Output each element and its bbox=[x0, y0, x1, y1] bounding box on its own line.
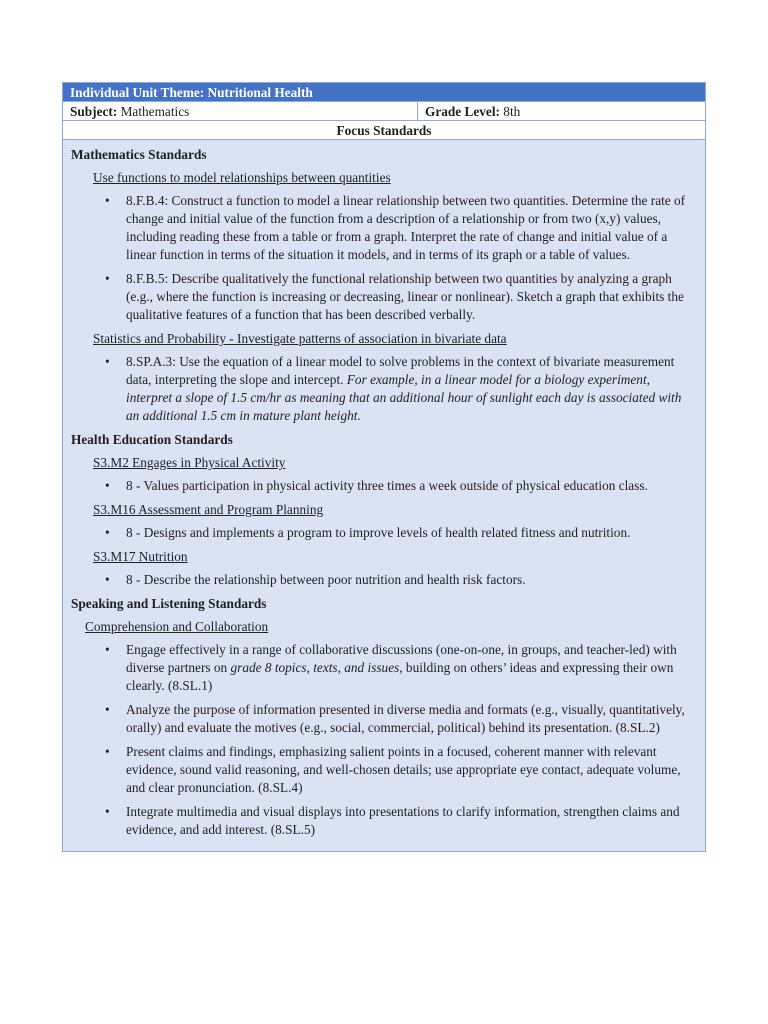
bullet-icon: • bbox=[105, 572, 110, 587]
speaking-subheading-comprehension: Comprehension and Collaboration bbox=[85, 619, 269, 634]
bullet-icon: • bbox=[105, 525, 110, 540]
list-item: • 8 - Describe the relationship between poor nutrition and health risk factors. bbox=[105, 572, 526, 587]
bullet-icon: • bbox=[105, 702, 110, 717]
grade-cell bbox=[418, 102, 705, 120]
list-item: • 8.SP.A.3: Use the equation of a linear model to solve problems in the context of bivariate measurement data, interpreting the slope and intercept. For example, in a linear model for a biology experiment, interpret a slope of 1.5 cm/hr as meaning that an additional hour of sunlight each day is associated with an additional 1.5 cm in mature plant height. bbox=[105, 354, 682, 423]
subject-grade-row bbox=[63, 102, 705, 121]
health-physical-list bbox=[71, 477, 697, 495]
list-item: • Integrate multimedia and visual displays into presentations to clarify information, strengthen claims and evidence, and add interest. (8.SL.5) bbox=[105, 804, 680, 837]
math-statistics-list bbox=[71, 353, 697, 425]
bullet-icon: • bbox=[105, 804, 110, 819]
subject-value: Mathematics bbox=[120, 104, 190, 119]
health-assessment-list bbox=[71, 524, 697, 542]
speaking-standards-heading: Speaking and Listening Standards bbox=[71, 596, 267, 611]
standards-body bbox=[63, 140, 705, 851]
health-standards-heading: Health Education Standards bbox=[71, 432, 233, 447]
list-item: • 8.F.B.5: Describe qualitatively the functional relationship between two quantities by analyzing a graph (e.g., where the function is increasing or decreasing, linear or nonlinear). Sketch a graph that exhibits the qualitative features of a function that has been described verbally. bbox=[105, 271, 684, 322]
grade-value: 8th bbox=[503, 104, 521, 119]
bullet-icon: • bbox=[105, 354, 110, 369]
list-item: • Present claims and findings, emphasizing salient points in a focused, coherent manner with relevant evidence, sound valid reasoning, and well-chosen details; use appropriate eye contact, adequate volume, and clear pronunciation. (8.SL.4) bbox=[105, 744, 681, 795]
list-item: • Analyze the purpose of information presented in diverse media and formats (e.g., visually, quantitatively, orally) and evaluate the motives (e.g., social, commercial, political) behind its presentation. (8.SL.2) bbox=[105, 702, 685, 735]
bullet-icon: • bbox=[105, 271, 110, 286]
math-subheading-functions: Use functions to model relationships between quantities bbox=[93, 170, 391, 185]
health-nutrition-list bbox=[71, 571, 697, 589]
bullet-icon: • bbox=[105, 642, 110, 657]
list-item: • 8 - Designs and implements a program to improve levels of health related fitness and nutrition. bbox=[105, 525, 631, 540]
list-item: • 8.F.B.4: Construct a function to model a linear relationship between two quantities. Determine the rate of change and initial value of the function from a description of a relationship or from two (x,y) values, including reading these from a table or from a graph. Interpret the rate of change and initial value of a linear function in terms of the situation it models, and in terms of its graph or a table of values. bbox=[105, 193, 686, 262]
subject-label: Subject: bbox=[70, 104, 118, 119]
math-standards-heading: Mathematics Standards bbox=[71, 147, 207, 162]
math-functions-list bbox=[71, 192, 697, 324]
math-subheading-statistics: Statistics and Probability - Investigate patterns of association in bivariate data bbox=[93, 331, 507, 346]
bullet-icon: • bbox=[105, 193, 110, 208]
unit-theme-title: Individual Unit Theme: Nutritional Health bbox=[63, 83, 705, 102]
bullet-icon: • bbox=[105, 478, 110, 493]
focus-standards-heading: Focus Standards bbox=[63, 121, 705, 140]
speaking-list bbox=[71, 641, 697, 839]
unit-plan-table bbox=[62, 82, 706, 852]
grade-label: Grade Level: bbox=[425, 104, 500, 119]
list-item: • 8 - Values participation in physical activity three times a week outside of physical education class. bbox=[105, 478, 648, 493]
health-subheading-nutrition: S3.M17 Nutrition bbox=[93, 549, 188, 564]
bullet-icon: • bbox=[105, 744, 110, 759]
health-subheading-physical-activity: S3.M2 Engages in Physical Activity bbox=[93, 455, 286, 470]
health-subheading-assessment: S3.M16 Assessment and Program Planning bbox=[93, 502, 324, 517]
subject-cell bbox=[63, 102, 418, 120]
list-item: • Engage effectively in a range of collaborative discussions (one-on-one, in groups, and teacher-led) with diverse partners on grade 8 topics, texts, and issues, building on others’ ideas and expressing their own clearly. (8.SL.1) bbox=[105, 642, 677, 693]
